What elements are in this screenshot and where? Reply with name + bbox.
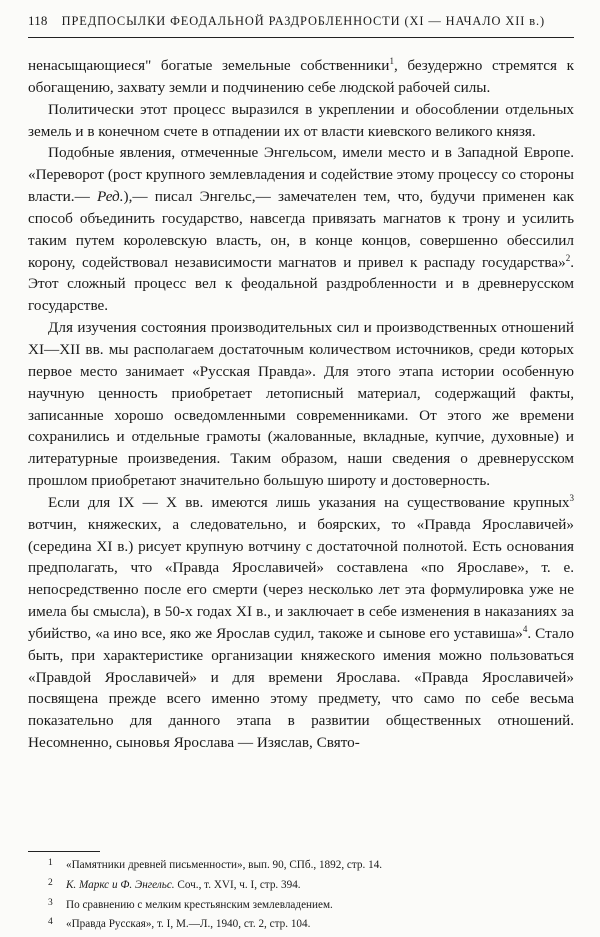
paragraph: Подобные явления, отмеченные Энгельсом, имели место и в Западной Европе. «Переворот (рост крупного землевладения и содействие этому процессу со стороны власти.— Ред.),— писал Энгельс,— замечателен тем, что, будучи применен как способ объединить государство, навсегда привязать магнатов к трону и усилить таким путем королевскую власть, он, в конце концов, совершенно обессилил корону, содействовал независимости магнатов и привел к распаду государства»$^2$. Этот сложный процесс вел к феодальной раздробленности и в древнерусском государстве. [28, 144, 574, 315]
running-title: ПРЕДПОСЫЛКИ ФЕОДАЛЬНОЙ РАЗДРОБЛЕННОСТИ (XI — НАЧАЛО XII в.) [61, 14, 546, 28]
running-header [28, 13, 580, 29]
footnotes [48, 855, 568, 934]
body-text [28, 55, 574, 754]
header-rule [28, 37, 574, 38]
footnote: 2 К. Маркс и Ф. Энгельс. Соч., т. XVI, ч. I, стр. 394. [48, 875, 568, 895]
paragraph: Для изучения состояния производительных сил и производственных отношений XI—XII вв. мы располагаем достаточным количеством источников, среди которых первое место занимает «Русская Правда». Для этого этапа истории особенную научную ценность приобретает летописный материал, содержащий факты, записанные хорошо осведомленными современниками. От этого же времени сохранились и отдельные грамоты (жалованные, вкладные, купчие, духовные) и литературные произведения. Таким образом, наши сведения о древнерусском прошлом приобретают значительно большую широту и достоверность. [28, 319, 574, 490]
footnote-mark: 4 [48, 917, 53, 928]
paragraph: Если для IX — X вв. имеются лишь указания на существование крупных$^3$ вотчин, княжеских, а следовательно, и боярских, то «Правда Ярославичей» (середина XI в.) рисует крупную вотчину с достаточной полнотой. Есть основания предполагать, что «Правда Ярославичей» составлена «по Ярославе», т. е. непосредственно после его смерти (через несколько лет эта формулировка уже не имела бы смысла), в 50-х годах XI в., и заключает в себе изменения в наказаниях за убийство, «а ино все, яко же Ярослав судил, такоже и сынове его уставиша»$^4$. Стало быть, при характеристике организации княжеского имения можно пользоваться «Правдой Ярославичей» и для времени Ярослава. «Правда Ярославичей» посвящена прежде всего именно этому предмету, что само по себе весьма показательно для данного этапа в развитии общественных отношений. Несомненно, сыновья Ярослава — Изяслав, Свято- [28, 492, 574, 752]
footnote-mark: 2 [48, 877, 53, 888]
footnote-ref: 1 [389, 56, 394, 66]
footnote-mark: 3 [48, 897, 53, 908]
paragraph: ненасыщающиеся" богатые земельные собственники$^1$, безудержно стремятся к обогащению, захвату земли и подчинению себе людской рабочей силы. [28, 56, 574, 96]
footnote-ref: 4 [522, 623, 528, 634]
paragraph: Политически этот процесс выразился в укреплении и обособлении отдельных земель и в конечном счете в отпадении их от власти киевского великого князя. [28, 100, 574, 140]
footnote: 3 По сравнению с мелким крестьянским землевладением. [48, 895, 568, 915]
footnote-ref: 2 [565, 252, 571, 263]
footnote-rule [28, 851, 100, 852]
page-number: 118 [28, 13, 48, 28]
italic-abbreviation: Ред. [96, 188, 124, 206]
footnote: 1 «Памятники древней письменности», вып. 90, СПб., 1892, стр. 14. [48, 855, 568, 875]
footnote-ref: 3 [569, 492, 574, 503]
footnote-mark: 1 [48, 858, 53, 868]
footnote: 4 «Правда Русская», т. I, М.—Л., 1940, ст. 2, стр. 104. [48, 914, 568, 934]
